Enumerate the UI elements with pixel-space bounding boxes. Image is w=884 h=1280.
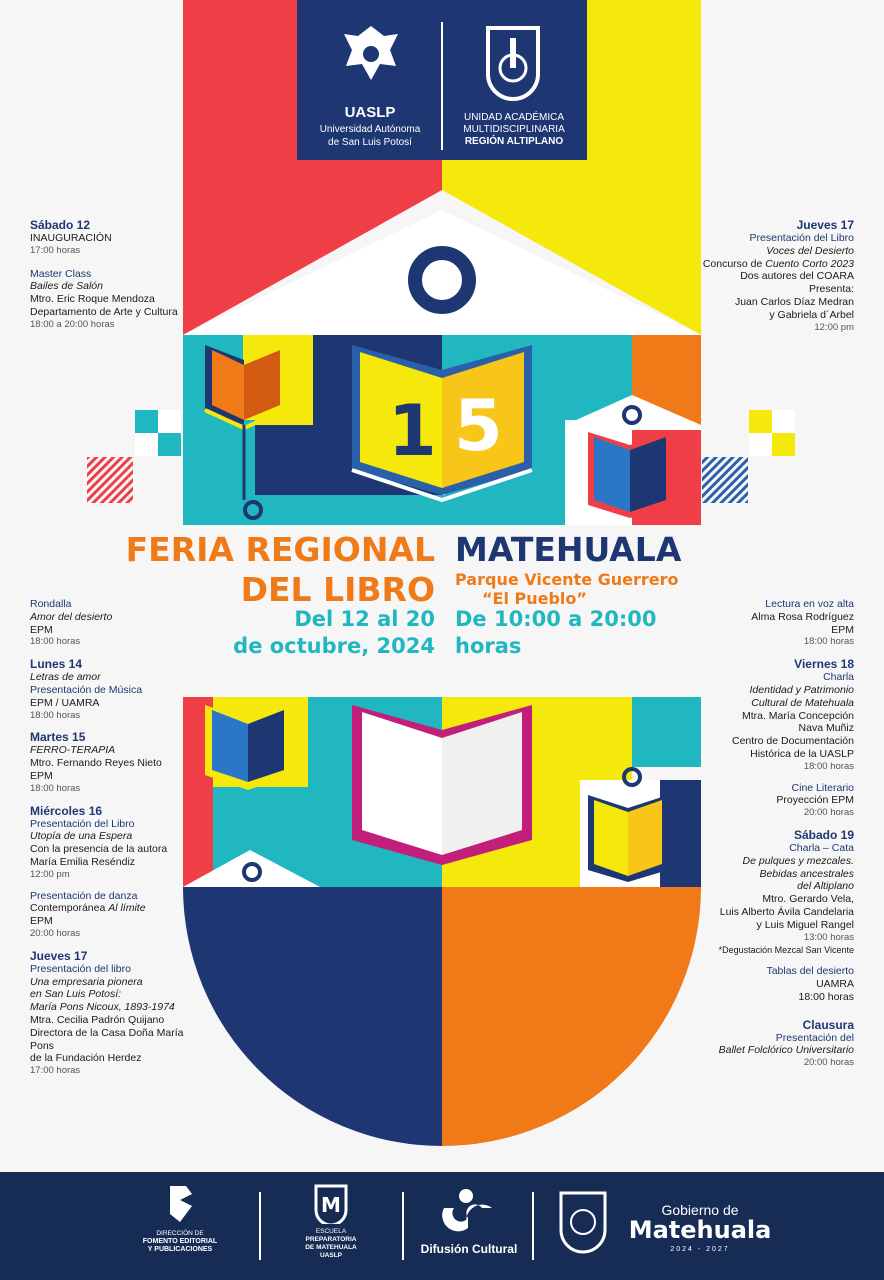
event-subtitle: del Altiplano: [797, 880, 854, 893]
event-subtitle: Bailes de Salón: [30, 280, 103, 293]
dates-line2: de octubre, 2024: [233, 634, 435, 658]
event-detail: Juan Carlos Díaz Medran: [734, 295, 854, 308]
day-lunes-14: Lunes 14: [30, 657, 83, 672]
event-detail: Histórica de la UASLP: [750, 747, 854, 760]
day-jueves-17: Jueves 17: [30, 948, 88, 963]
event-detail: Centro de Documentación: [732, 735, 854, 748]
event-time: 12:00 pm: [30, 868, 70, 880]
footer-separator: [402, 1192, 404, 1260]
uaslp-line2: de San Luis Potosí: [328, 137, 412, 148]
city-title: MATEHUALA: [455, 530, 682, 569]
hours-line2: horas: [455, 634, 522, 658]
unit-line2: MULTIDISCIPLINARIA: [463, 124, 565, 135]
event-title: Presentación del Libro: [30, 817, 135, 830]
event-title: Presentación del Libro: [749, 232, 854, 244]
dates-line1: Del 12 al 20: [294, 607, 435, 631]
event-title: Rondalla: [30, 598, 72, 610]
day-sabado-12: Sábado 12: [30, 218, 91, 232]
footer-prepa-line3: DE MATEHUALA: [305, 1244, 357, 1251]
day-clausura: Clausura: [802, 1017, 854, 1032]
event-title: Presentación del libro: [30, 962, 131, 975]
event-time: 18:00 horas: [803, 636, 854, 648]
fomento-editorial-logo-icon: [166, 1184, 196, 1224]
event-note: *Degustación Mezcal San Vicente: [718, 945, 854, 956]
event-subtitle: en San Luis Potosí:: [30, 988, 122, 1001]
event-detail: Alma Rosa Rodríguez: [751, 610, 854, 623]
event-title: Lectura en voz alta: [765, 598, 854, 610]
event-subtitle: Identidad y Patrimonio: [749, 683, 854, 696]
book-lower-right-icon: [588, 795, 668, 882]
event-detail: María Emilia Reséndiz: [30, 855, 136, 868]
event-detail: EPM / UAMRA: [30, 696, 100, 709]
event-subtitle: Una empresaria pionera: [30, 975, 143, 988]
footer-fomento-line3: Y PUBLICACIONES: [147, 1246, 213, 1253]
event-time: 18:00 horas: [30, 636, 81, 648]
event-time: 17:00 horas: [30, 244, 81, 256]
difusion-cultural-logo-icon: [438, 1188, 498, 1234]
hours-line1: De 10:00 a 20:00: [455, 607, 657, 631]
stripe-deco-right: [702, 457, 748, 503]
event-title: Tablas del desierto: [766, 965, 854, 978]
number-15-left: 1: [388, 390, 437, 472]
event-time: 12:00 pm: [814, 321, 854, 333]
event-detail: Luis Alberto Ávila Candelaria: [719, 905, 854, 918]
event-title: Presentación de danza: [30, 889, 138, 902]
checker-deco-left: [135, 410, 181, 456]
event-time: 20:00 horas: [803, 807, 854, 819]
footer-difusion: Difusión Cultural: [420, 1242, 518, 1256]
title-line1: FERIA REGIONAL: [125, 530, 435, 569]
footer-fomento-line2: FOMENTO EDITORIAL: [142, 1238, 218, 1245]
day-viernes-18: Viernes 18: [794, 657, 854, 672]
event-detail: Mtro. Fernando Reyes Nieto: [30, 757, 162, 770]
event-detail: de la Fundación Herdez: [30, 1052, 142, 1065]
matehuala-crest-icon: [558, 1190, 608, 1254]
event-detail: Mtro. Eric Roque Mendoza: [30, 293, 155, 306]
day-jueves-17: Jueves 17: [796, 218, 854, 232]
schedule-right-top: [664, 218, 854, 334]
event-detail: Con la presencia de la autora: [30, 843, 168, 856]
event-time: 18:00 horas: [798, 990, 854, 1003]
stripe-deco-left: [87, 457, 133, 503]
event-subtitle: Ballet Folclórico Universitario: [718, 1044, 854, 1057]
event-detail: EPM: [30, 915, 53, 928]
event-detail: Concurso de Cuento Corto 2023: [702, 257, 854, 270]
preparatoria-logo-icon: [314, 1184, 348, 1224]
footer-bar: [0, 1172, 884, 1280]
event-subtitle: Utopía de una Espera: [30, 830, 133, 843]
day-sabado-19: Sábado 19: [793, 827, 854, 842]
footer-gobierno-line3: 2024 - 2027: [670, 1246, 730, 1253]
unit-line3: REGIÓN ALTIPLANO: [464, 136, 564, 147]
event-subtitle: Letras de amor: [30, 671, 101, 684]
uaslp-name: UASLP: [344, 104, 396, 121]
event-title: Presentación del: [775, 1031, 854, 1044]
unit-line1: UNIDAD ACADÉMICA: [463, 112, 564, 123]
event-subtitle: Amor del desierto: [30, 610, 113, 623]
event-detail: Mtro. Gerardo Vela,: [762, 893, 854, 906]
event-detail: EPM: [30, 769, 53, 782]
bottom-semicircle: [183, 887, 442, 1146]
schedule-left-bottom: [30, 598, 205, 1078]
event-detail: Departamento de Arte y Cultura: [30, 305, 178, 318]
footer-fomento-line1: DIRECCIÓN DE: [156, 1230, 204, 1237]
event-detail: Dos autores del COARA: [740, 270, 854, 283]
event-subtitle: Voces del Desierto: [766, 244, 854, 257]
event-master-class: Master Class: [30, 267, 92, 280]
footer-prepa-line2: PREPARATORIA: [305, 1236, 357, 1243]
event-time: 18:00 horas: [803, 760, 854, 772]
svg-text:M: M: [321, 1193, 341, 1217]
event-time: 18:00 horas: [30, 709, 81, 721]
checker-deco-right: [749, 410, 795, 456]
event-subtitle: María Pons Nicoux, 1893-1974: [30, 1001, 175, 1014]
event-detail: Proyección EPM: [776, 794, 854, 807]
footer-gobierno-line1: Gobierno de: [661, 1202, 739, 1218]
number-15-right: 5: [454, 385, 503, 467]
event-detail: Presenta:: [809, 283, 854, 296]
uaslp-crest-icon: [340, 22, 402, 84]
event-subtitle: Bebidas ancestrales: [759, 867, 854, 880]
schedule-left-top: [30, 218, 205, 332]
event-inauguracion: INAUGURACIÓN: [30, 232, 112, 244]
footer-prepa-line4: UASLP: [319, 1252, 343, 1259]
venue-line2: “El Pueblo”: [482, 589, 587, 608]
event-time: 13:00 horas: [803, 931, 854, 943]
footer-prepa-line1: ESCUELA: [315, 1228, 347, 1235]
footer-separator: [259, 1192, 261, 1260]
event-detail: Directora de la Casa Doña María Pons: [30, 1026, 184, 1052]
event-detail: y Gabriela d´Arbel: [769, 308, 854, 321]
event-time: 17:00 horas: [30, 1065, 81, 1077]
event-detail: UAMRA: [816, 977, 854, 990]
event-time: 18:00 a 20:00 horas: [30, 318, 115, 330]
event-detail: EPM: [30, 623, 53, 636]
day-martes-15: Martes 15: [30, 730, 86, 745]
event-detail: Mtra. Cecilia Padrón Quijano: [30, 1013, 165, 1026]
event-subtitle: De pulques y mezcales.: [742, 854, 854, 867]
uaslp-line1: Universidad Autónoma: [319, 124, 421, 135]
event-detail: Contemporánea Al límite: [30, 902, 146, 915]
event-time: 20:00 horas: [803, 1057, 854, 1069]
footer-separator: [532, 1192, 534, 1260]
day-miercoles-16: Miércoles 16: [30, 803, 103, 818]
event-time: 20:00 horas: [30, 927, 81, 939]
event-title: Charla – Cata: [789, 841, 854, 854]
venue-line1: Parque Vicente Guerrero: [455, 570, 679, 589]
unit-logo-icon: [484, 24, 542, 104]
schedule-right-bottom: [664, 598, 854, 1070]
event-detail: EPM: [831, 623, 854, 636]
event-title: Presentación de Música: [30, 683, 143, 696]
event-time: 18:00 horas: [30, 782, 81, 794]
event-subtitle: Cultural de Matehuala: [751, 696, 854, 709]
event-title: Cine Literario: [791, 781, 854, 794]
event-detail: Mtra. María Concepción: [741, 709, 854, 722]
title-line2: DEL LIBRO: [240, 570, 435, 609]
event-title: Charla: [823, 671, 854, 684]
event-detail: Nava Muñiz: [798, 722, 854, 735]
footer-gobierno-line2: Matehuala: [628, 1216, 772, 1244]
event-subtitle: FERRO-TERAPIA: [30, 744, 116, 757]
event-detail: y Luis Miguel Rangel: [756, 918, 854, 931]
